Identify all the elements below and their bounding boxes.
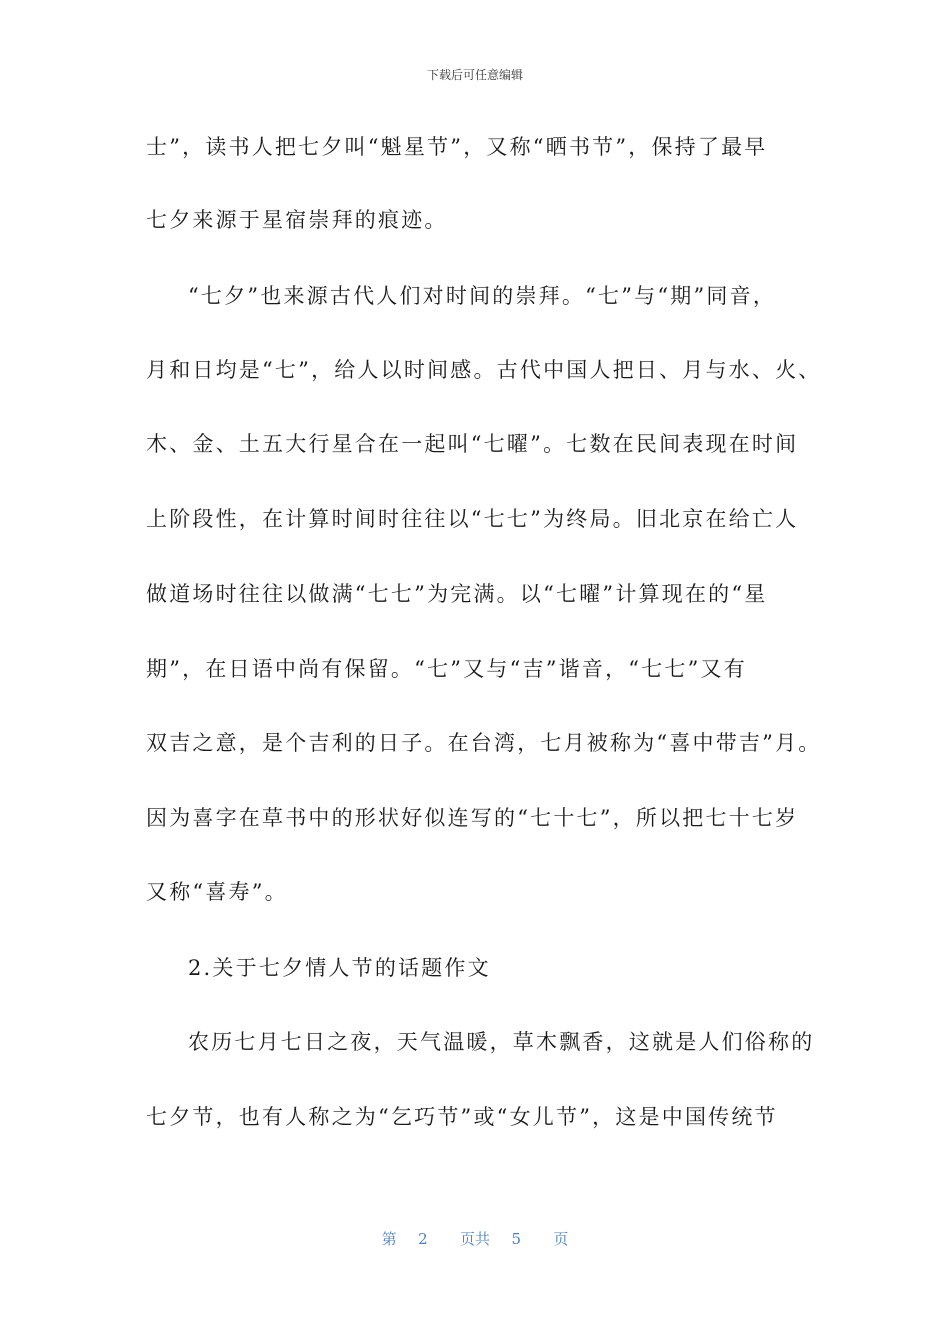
text-line: 期”，在日语中尚有保留。“七”又与“吉”谐音，“七七”又有: [146, 657, 747, 681]
section-heading: 2.关于七夕情人节的话题作文: [188, 956, 491, 980]
text-line: 因为喜字在草书中的形状好似连写的“七十七”，所以把七十七岁: [146, 806, 799, 830]
text-line: 木、金、土五大行星合在一起叫“七曜”。七数在民间表现在时间: [146, 432, 799, 456]
page-footer: 第 2 页共 5 页: [381, 1230, 569, 1248]
text-line: 月和日均是“七”，给人以时间感。古代中国人把日、月与水、火、: [146, 358, 822, 382]
text-line: 上阶段性，在计算时间时往往以“七七”为终局。旧北京在给亡人: [146, 507, 799, 531]
text-line: 农历七月七日之夜，天气温暖，草木飘香，这就是人们俗称的: [188, 1030, 815, 1054]
text-line: 士”，读书人把七夕叫“魁星节”，又称“晒书节”，保持了最早: [146, 135, 768, 159]
text-line: 双吉之意，是个吉利的日子。在台湾，七月被称为“喜中带吉”月。: [146, 731, 822, 755]
text-line: “七夕”也来源古代人们对时间的崇拜。“七”与“期”同音，: [188, 284, 777, 308]
text-line: 七夕来源于星宿崇拜的痕迹。: [146, 208, 448, 232]
text-line: 又称“喜寿”。: [146, 880, 288, 904]
text-line: 做道场时往往以做满“七七”为完满。以“七曜”计算现在的“星: [146, 582, 768, 606]
page-header: 下载后可任意编辑: [426, 68, 523, 82]
text-line: 七夕节，也有人称之为“乞巧节”或“女儿节”，这是中国传统节: [146, 1105, 778, 1129]
